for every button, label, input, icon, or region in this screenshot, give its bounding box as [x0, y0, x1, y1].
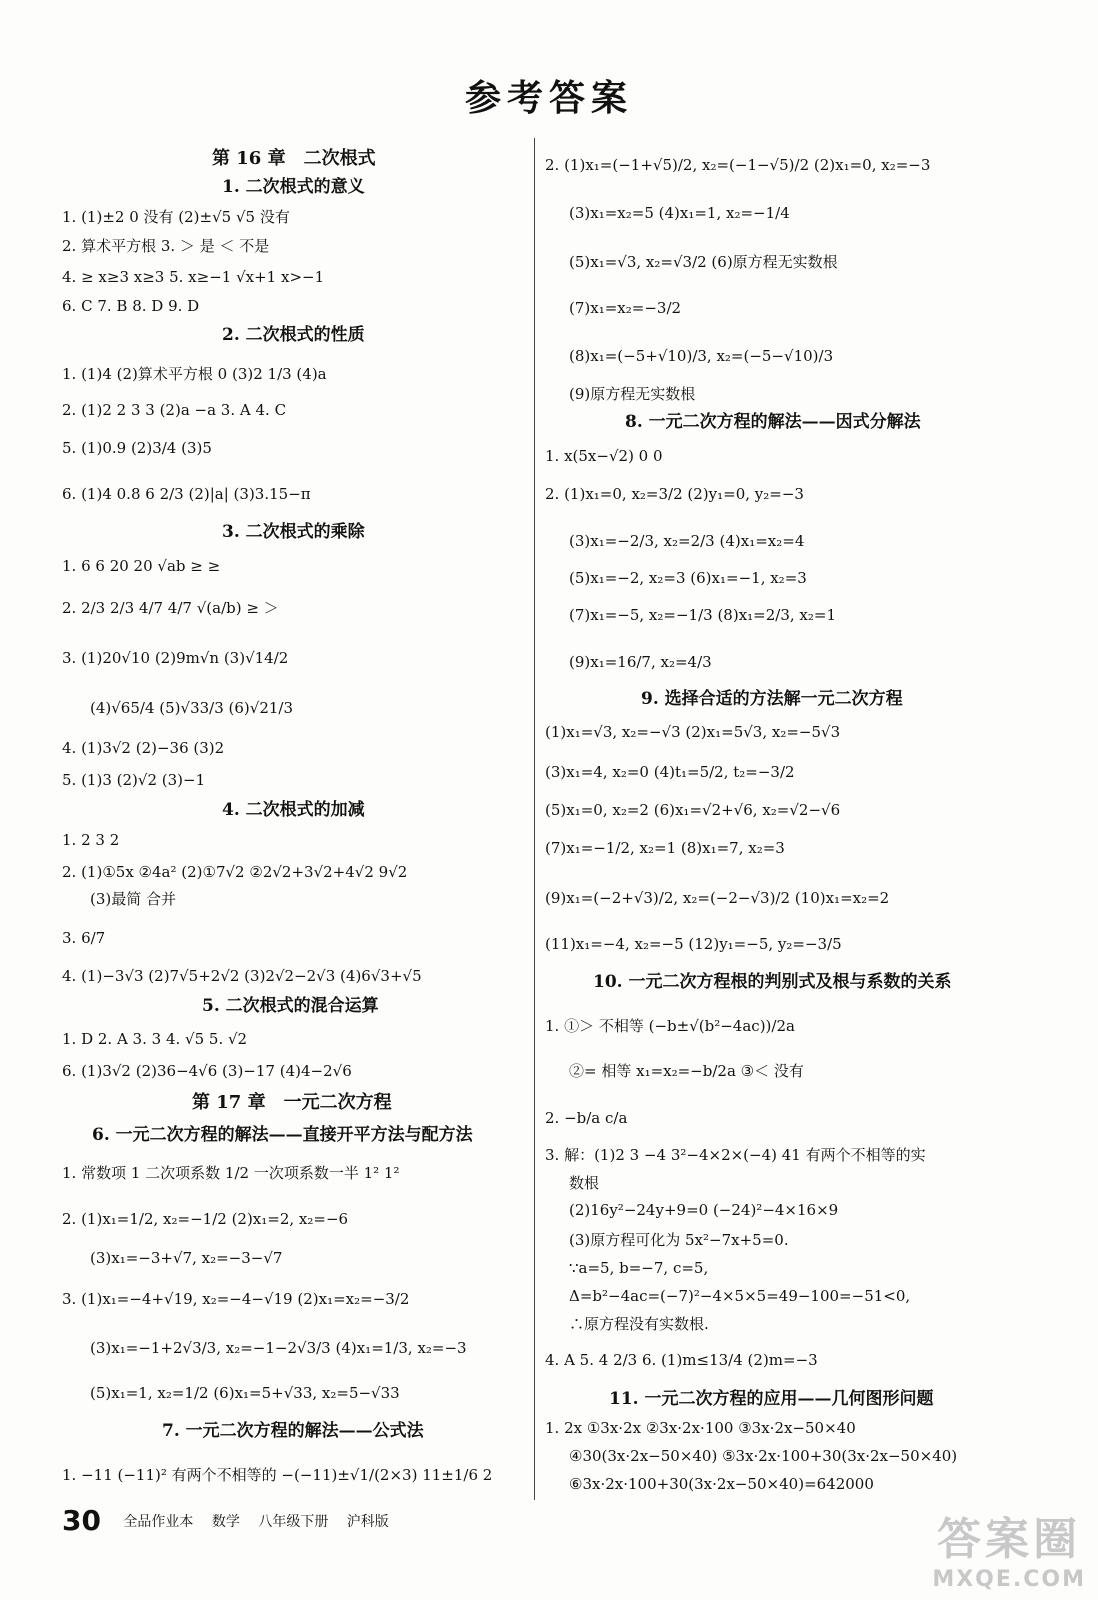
answer-line: (5)x₁=1, x₂=1/2 (6)x₁=5+√33, x₂=5−√33	[90, 1384, 400, 1402]
answer-line: (9)x₁=16/7, x₂=4/3	[569, 653, 712, 671]
answer-line: ⑥3x·2x·100+30(3x·2x−50×40)=642000	[569, 1475, 874, 1493]
section-heading: 6. 一元二次方程的解法——直接开平方法与配方法	[92, 1125, 473, 1145]
answer-line: 1. 常数项 1 二次项系数 1/2 一次项系数一半 1² 1²	[62, 1164, 400, 1182]
section-heading: 8. 一元二次方程的解法——因式分解法	[625, 412, 921, 432]
answer-line: 1. 2x ①3x·2x ②3x·2x·100 ③3x·2x−50×40	[545, 1419, 856, 1437]
answer-line: 1. ①＞ 不相等 (−b±√(b²−4ac))/2a	[545, 1017, 795, 1035]
answer-line: 1. (1)±2 0 没有 (2)±√5 √5 没有	[62, 208, 290, 226]
answer-line: 1. D 2. A 3. 3 4. √5 5. √2	[62, 1030, 248, 1048]
section-heading: 2. 二次根式的性质	[222, 325, 365, 345]
answer-line: 2. −b/a c/a	[545, 1109, 628, 1127]
answer-line: (4)√65/4 (5)√33/3 (6)√21/3	[90, 699, 294, 717]
footer-book-name: 全品作业本	[123, 1513, 194, 1530]
answer-line: 1. 6 6 20 20 √ab ≥ ≥	[62, 557, 221, 575]
section-heading: 9. 选择合适的方法解一元二次方程	[641, 689, 903, 709]
watermark-logo	[932, 1503, 1086, 1592]
answer-line: (9)x₁=(−2+√3)/2, x₂=(−2−√3)/2 (10)x₁=x₂=2	[545, 889, 890, 907]
answer-line: 4. (1)3√2 (2)−36 (3)2	[62, 739, 225, 757]
section-heading: 7. 一元二次方程的解法——公式法	[162, 1421, 424, 1441]
section-heading: 4. 二次根式的加减	[222, 800, 365, 820]
watermark-url: MXQE.COM	[932, 1567, 1086, 1592]
section-heading: 5. 二次根式的混合运算	[202, 996, 379, 1016]
answer-line: 6. (1)3√2 (2)36−4√6 (3)−17 (4)4−2√6	[62, 1062, 352, 1080]
answer-line: 3. (1)20√10 (2)9m√n (3)√14/2	[62, 649, 289, 667]
answer-line: (3)x₁=−1+2√3/3, x₂=−1−2√3/3 (4)x₁=1/3, x₂=−3	[90, 1339, 467, 1357]
section-heading: 3. 二次根式的乘除	[222, 522, 365, 542]
answer-line: (5)x₁=−2, x₂=3 (6)x₁=−1, x₂=3	[569, 569, 807, 587]
answer-line: (3)最简 合并	[90, 890, 177, 908]
answer-line: 2. (1)x₁=(−1+√5)/2, x₂=(−1−√5)/2 (2)x₁=0, x₂=−3	[545, 156, 931, 174]
answer-line: (2)16y²−24y+9=0 (−24)²−4×16×9	[569, 1201, 839, 1219]
answer-line: 2. (1)2 2 3 3 (2)a −a 3. A 4. C	[62, 401, 287, 419]
answer-line: 2. (1)x₁=1/2, x₂=−1/2 (2)x₁=2, x₂=−6	[62, 1210, 349, 1228]
answer-line: (5)x₁=√3, x₂=√3/2 (6)原方程无实数根	[569, 253, 838, 271]
answer-line: 3. 解：(1)2 3 −4 3²−4×2×(−4) 41 有两个不相等的实	[545, 1146, 926, 1164]
footer-subject: 数学	[211, 1513, 240, 1530]
answer-line: (3)x₁=4, x₂=0 (4)t₁=5/2, t₂=−3/2	[545, 763, 795, 781]
answer-line: (5)x₁=0, x₂=2 (6)x₁=√2+√6, x₂=√2−√6	[545, 801, 841, 819]
answer-line: 2. 2/3 2/3 4/7 4/7 √(a/b) ≥ ＞	[62, 599, 279, 617]
answer-line: 4. (1)−3√3 (2)7√5+2√2 (3)2√2−2√3 (4)6√3+√5	[62, 967, 422, 985]
answer-line: 2. 算术平方根 3. ＞ 是 ＜ 不是	[62, 237, 270, 255]
chapter-heading: 第 17 章 一元二次方程	[192, 1092, 392, 1113]
answer-line: 3. 6/7	[62, 929, 106, 947]
answer-line: 数根	[569, 1174, 600, 1192]
answer-line: 1. −11 (−11)² 有两个不相等的 −(−11)±√1/(2×3) 11±1/6 2	[62, 1466, 493, 1484]
answer-line: (3)x₁=x₂=5 (4)x₁=1, x₂=−1/4	[569, 204, 790, 222]
footer-edition: 沪科版	[346, 1513, 389, 1530]
answer-line: 3. (1)x₁=−4+√19, x₂=−4−√19 (2)x₁=x₂=−3/2	[62, 1290, 410, 1308]
answer-line: (7)x₁=−1/2, x₂=1 (8)x₁=7, x₂=3	[545, 839, 785, 857]
page-title: 参考答案	[464, 77, 633, 119]
answer-line: (11)x₁=−4, x₂=−5 (12)y₁=−5, y₂=−3/5	[545, 935, 842, 953]
answer-line: ∴原方程没有实数根.	[569, 1315, 709, 1333]
answer-line: 1. x(5x−√2) 0 0	[545, 447, 663, 465]
page-number: 30	[62, 1504, 101, 1537]
answer-line: (7)x₁=−5, x₂=−1/3 (8)x₁=2/3, x₂=1	[569, 606, 837, 624]
answer-line: ∵a=5, b=−7, c=5,	[569, 1259, 709, 1277]
answer-line: (3)x₁=−2/3, x₂=2/3 (4)x₁=x₂=4	[569, 532, 805, 550]
answer-line: 5. (1)3 (2)√2 (3)−1	[62, 771, 206, 789]
footer-grade: 八年级下册	[258, 1513, 329, 1530]
chapter-heading: 第 16 章 二次根式	[212, 148, 376, 169]
answer-line: (7)x₁=x₂=−3/2	[569, 299, 682, 317]
answer-line: Δ=b²−4ac=(−7)²−4×5×5=49−100=−51<0,	[569, 1287, 911, 1305]
answer-line: 6. C 7. B 8. D 9. D	[62, 297, 200, 315]
section-heading: 1. 二次根式的意义	[222, 177, 365, 197]
answer-line: (1)x₁=√3, x₂=−√3 (2)x₁=5√3, x₂=−5√3	[545, 723, 841, 741]
answer-line: ④30(3x·2x−50×40) ⑤3x·2x·100+30(3x·2x−50×40)	[569, 1447, 958, 1465]
answer-line: 1. 2 3 2	[62, 831, 120, 849]
answer-line: 2. (1)①5x ②4a² (2)①7√2 ②2√2+3√2+4√2 9√2	[62, 863, 408, 881]
column-divider	[534, 138, 535, 1500]
page-footer	[62, 1504, 403, 1537]
answer-line: 6. (1)4 0.8 6 2/3 (2)|a| (3)3.15−π	[62, 485, 311, 503]
answer-line: ②= 相等 x₁=x₂=−b/2a ③＜ 没有	[569, 1062, 804, 1080]
answer-line: (3)原方程可化为 5x²−7x+5=0.	[569, 1231, 789, 1249]
answer-line: 4. A 5. 4 2/3 6. (1)m≤13/4 (2)m=−3	[545, 1351, 818, 1369]
answer-line: (9)原方程无实数根	[569, 385, 696, 403]
answer-line: 4. ≥ x≥3 x≥3 5. x≥−1 √x+1 x>−1	[62, 268, 325, 286]
answer-line: (3)x₁=−3+√7, x₂=−3−√7	[90, 1249, 283, 1267]
answer-line: 1. (1)4 (2)算术平方根 0 (3)2 1/3 (4)a	[62, 365, 327, 383]
section-heading: 11. 一元二次方程的应用——几何图形问题	[609, 1389, 934, 1409]
answer-line: 2. (1)x₁=0, x₂=3/2 (2)y₁=0, y₂=−3	[545, 485, 804, 503]
answer-line: 5. (1)0.9 (2)3/4 (3)5	[62, 439, 212, 457]
answer-line: (8)x₁=(−5+√10)/3, x₂=(−5−√10)/3	[569, 347, 834, 365]
watermark-text: 答案圈	[937, 1514, 1082, 1565]
section-heading: 10. 一元二次方程根的判别式及根与系数的关系	[593, 972, 952, 992]
